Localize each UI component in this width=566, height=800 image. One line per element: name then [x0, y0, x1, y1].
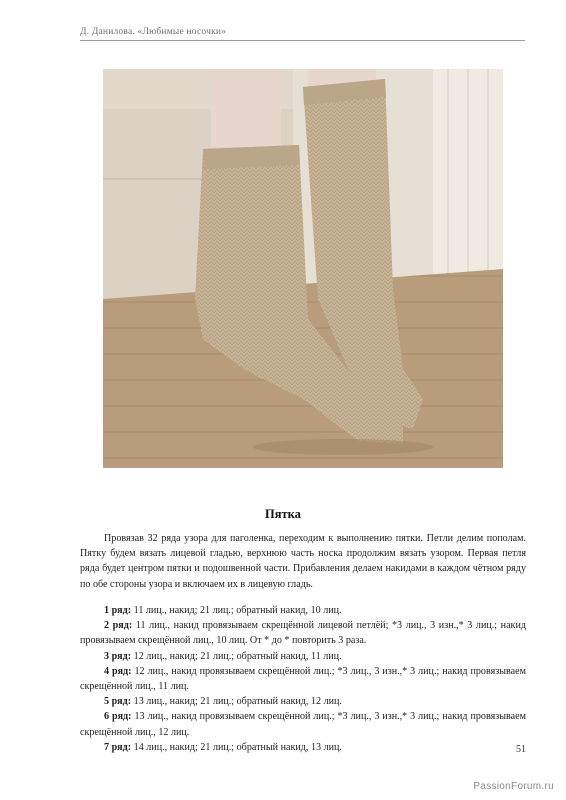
intro-text: Провязав 32 ряда узора для паголенка, переходим к выполнению пятки. Петли делим пополам. Пятку будем вязать лицевой гладью, верхнюю часть носка продолжим вязать узором. Первая петля ряда будет центром пятки и подошвенной части. Прибавления делаем накидами в каждом чётном ряду по обе стороны узора и включаем их в лицевую гладь. — [80, 533, 526, 590]
row-text: 13 лиц., накид; 21 лиц.; обратный накид, 12 лиц. — [131, 696, 342, 708]
row-label: 1 ряд: — [104, 605, 132, 616]
row-text: 11 лиц., накид; 21 лиц.; обратный накид, 10 лиц. — [131, 605, 342, 616]
row-label: 4 ряд: — [104, 665, 132, 677]
section-title: Пятка — [265, 507, 301, 521]
row-instruction — [80, 740, 526, 755]
row-instruction — [80, 709, 526, 739]
row-instruction — [80, 603, 526, 618]
intro-paragraph — [80, 531, 526, 592]
row-instructions — [80, 603, 526, 755]
row-text: 12 лиц., накид; 21 лиц.; обратный накид, 11 лиц. — [131, 650, 342, 662]
row-label: 6 ряд: — [104, 711, 132, 723]
row-instruction — [80, 649, 526, 664]
row-instruction — [80, 664, 526, 694]
row-label: 5 ряд: — [104, 696, 132, 708]
row-text: 12 лиц., накид провязываем скрещённой лиц.; *3 лиц., 3 изн.,* 3 лиц.; накид провязываем скрещённой лиц., 11 лиц. — [80, 665, 526, 693]
row-label: 2 ряд: — [104, 620, 133, 632]
running-head: Д. Данилова. «Любимые носочки» — [80, 27, 227, 37]
row-text: 13 лиц., накид провязываем скрещённой лиц.; *3 лиц., 3 изн.,* 3 лиц.; накид провязываем скрещённой лиц., 12 лиц. — [80, 711, 526, 738]
watermark: PassionForum.ru — [473, 781, 554, 792]
row-instruction — [80, 694, 526, 709]
header-rule — [80, 40, 525, 41]
row-text: 14 лиц., накид; 21 лиц.; обратный накид, 13 лиц. — [131, 741, 342, 753]
row-text: 11 лиц., накид провязываем скрещённой лицевой петлёй; *3 лиц., 3 изн.,* 3 лиц.; накид провязываем скрещённой лиц., 10 лиц. От * до * повторить 3 раза. — [80, 620, 526, 647]
knitted-socks-photo — [103, 69, 503, 468]
row-instruction — [80, 618, 526, 648]
row-label: 7 ряд: — [104, 741, 132, 753]
page-number: 51 — [516, 744, 526, 755]
row-label: 3 ряд: — [104, 650, 132, 662]
